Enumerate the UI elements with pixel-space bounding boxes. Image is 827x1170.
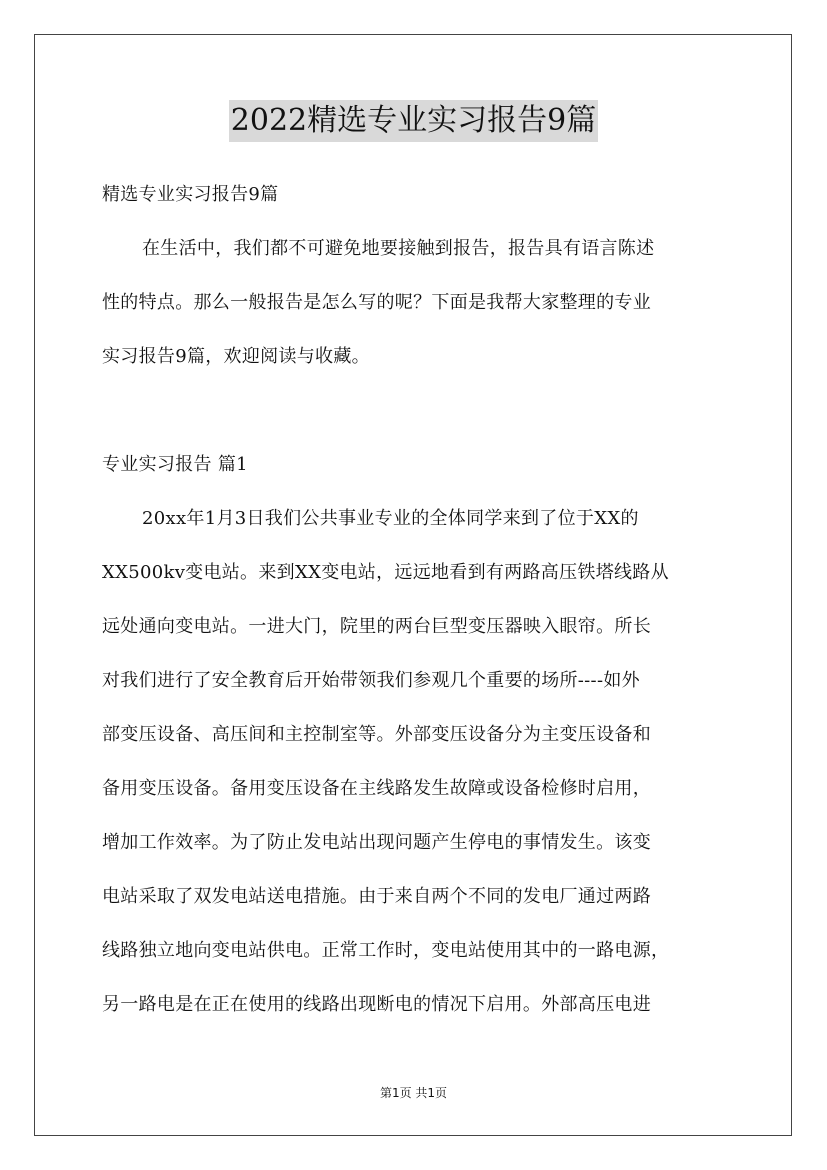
paragraph-line: 在生活中，我们都不可避免地要接触到报告，报告具有语言陈述 <box>142 238 655 259</box>
paragraph-line: 远处通向变电站。一进大门，院里的两台巨型变压器映入眼帘。所长 <box>102 616 651 637</box>
paragraph-line: 备用变压设备。备用变压设备在主线路发生故障或设备检修时启用， <box>102 778 651 799</box>
title-block <box>0 100 827 142</box>
section-paragraph <box>102 492 732 1032</box>
paragraph-line: 实习报告9篇，欢迎阅读与收藏。 <box>102 346 370 367</box>
paragraph-line: 另一路电是在正在使用的线路出现断电的情况下启用。外部高压电进 <box>102 994 651 1015</box>
paragraph-line: 部变压设备、高压间和主控制室等。外部变压设备分为主变压设备和 <box>102 724 651 745</box>
paragraph-line: 线路独立地向变电站供电。正常工作时，变电站使用其中的一路电源， <box>102 940 670 961</box>
page-footer: 第1页 共1页 <box>379 1086 448 1100</box>
document-subtitle: 精选专业实习报告9篇 <box>102 184 279 205</box>
paragraph-line: 对我们进行了安全教育后开始带领我们参观几个重要的场所----如外 <box>102 670 640 691</box>
intro-paragraph <box>102 222 732 384</box>
document-title: 2022精选专业实习报告9篇 <box>229 100 598 142</box>
paragraph-line: XX500kv变电站。来到XX变电站，远远地看到有两路高压铁塔线路从 <box>102 562 669 583</box>
paragraph-line: 性的特点。那么一般报告是怎么写的呢？下面是我帮大家整理的专业 <box>102 292 651 313</box>
paragraph-line: 20xx年1月3日我们公共事业专业的全体同学来到了位于XX的 <box>142 508 639 529</box>
paragraph-line: 增加工作效率。为了防止发电站出现问题产生停电的事情发生。该变 <box>102 832 651 853</box>
section-heading: 专业实习报告 篇1 <box>102 454 248 475</box>
paragraph-line: 电站采取了双发电站送电措施。由于来自两个不同的发电厂通过两路 <box>102 886 651 907</box>
